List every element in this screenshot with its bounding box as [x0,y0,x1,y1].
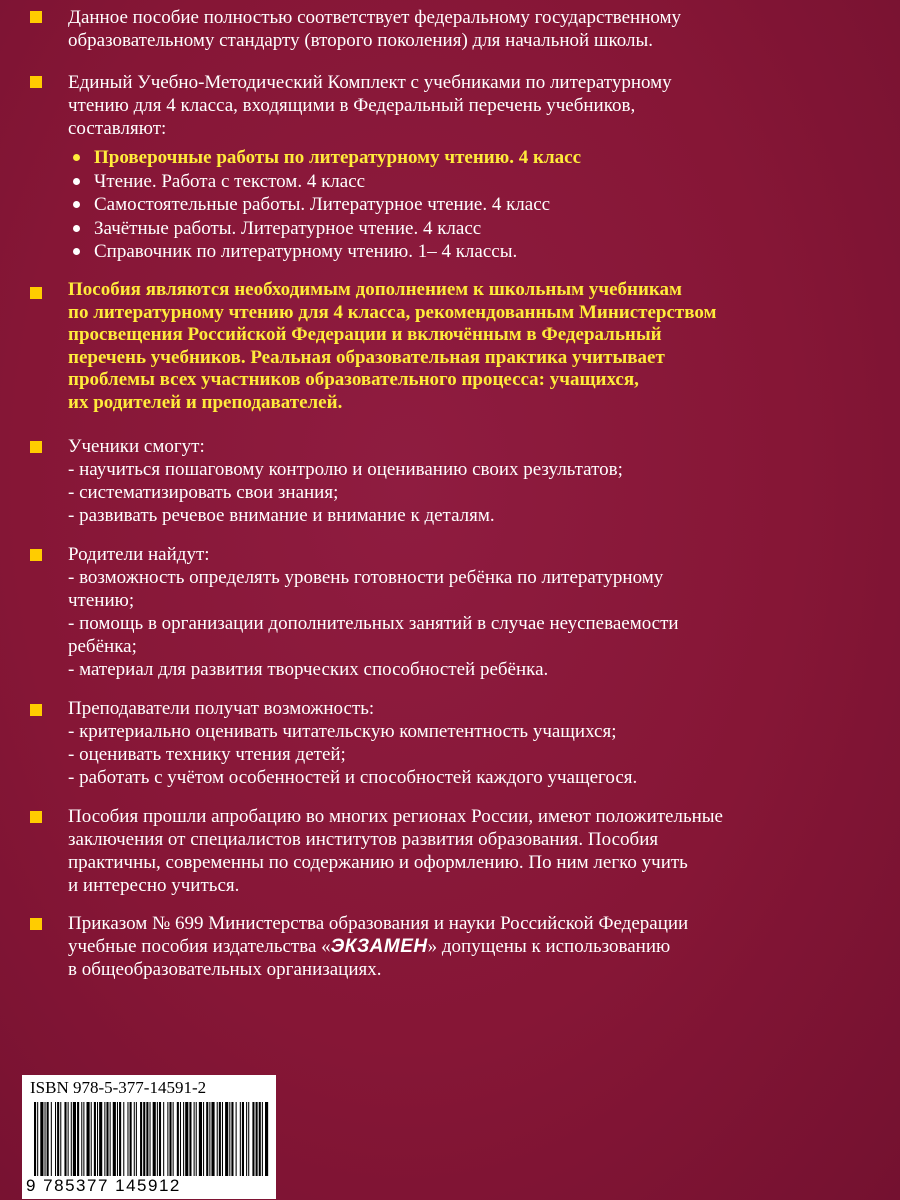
approval-text [68,805,888,897]
book-list-item: Справочник по литературному чтению. 1– 4 классы. [72,240,872,264]
supplement-text [68,279,888,414]
text-line: Пособия прошли апробацию во многих регионах России, имеют положительные [68,806,723,827]
text-line: - помощь в организации дополнительных занятий в случае неуспеваемости [68,613,679,634]
umk-book-list [72,146,872,264]
order-prefix: учебные пособия издательства « [68,936,331,957]
text-line: - развивать речевое внимание и внимание к деталям. [68,505,495,526]
square-bullet-icon [30,811,42,823]
parents-text [68,543,888,681]
teachers-text [68,697,888,789]
text-line: - систематизировать свои знания; [68,482,339,503]
barcode-block [22,1075,276,1199]
square-bullet-icon [30,441,42,453]
text-line: и интересно учиться. [68,875,240,896]
book-list-item: Зачётные работы. Литературное чтение. 4 класс [72,217,872,241]
text-line: их родителей и преподавателей. [68,391,343,413]
square-bullet-icon [30,287,42,299]
text-line: по литературному чтению для 4 класса, рекомендованным Министерством [68,301,717,323]
barcode-icon [32,1102,270,1184]
text-line: - материал для развития творческих способностей ребёнка. [68,659,549,680]
text-line: составляют: [68,118,167,139]
square-bullet-icon [30,11,42,23]
square-bullet-icon [30,549,42,561]
text-line: Пособия являются необходимым дополнением к школьным учебникам [68,279,683,300]
text-line: в общеобразовательных организациях. [68,959,382,980]
text-line: - возможность определять уровень готовности ребёнка по литературному [68,567,664,588]
isbn-label: ISBN 978-5-377-14591-2 [30,1078,207,1097]
text-line: Родители найдут: [68,544,210,565]
square-bullet-icon [30,918,42,930]
text-line [68,935,888,958]
text-line: проблемы всех участников образовательного процесса: учащихся, [68,369,639,390]
barcode-digits: 9 785377 145912 [26,1176,276,1196]
text-line: образовательному стандарту (второго поколения) для начальной школы. [68,30,654,51]
text-line: Ученики смогут: [68,436,205,457]
text-line: - работать с учётом особенностей и способностей каждого учащегося. [68,767,638,788]
text-line: просвещения Российской Федерации и включённым в Федеральный [68,324,662,345]
umk-text [68,71,888,140]
text-line: Данное пособие полностью соответствует федеральному государственному [68,7,682,28]
book-list-item: Чтение. Работа с текстом. 4 класс [72,170,872,194]
order-text [68,912,888,981]
students-text [68,435,888,527]
text-line: заключения от специалистов институтов развития образования. Пособия [68,829,659,850]
square-bullet-icon [30,76,42,88]
text-line: Преподаватели получат возможность: [68,698,375,719]
book-list-item: Проверочные работы по литературному чтению. 4 класс [72,146,872,170]
square-bullet-icon [30,704,42,716]
text-line: чтению для 4 класса, входящими в Федеральный перечень учебников, [68,95,636,116]
intro-text [68,6,888,52]
text-line: ребёнка; [68,636,137,657]
text-line: перечень учебников. Реальная образовательная практика учитывает [68,346,665,368]
book-list-item: Самостоятельные работы. Литературное чтение. 4 класс [72,193,872,217]
publisher-brand: ЭКЗАМЕН [330,936,428,957]
text-line: - оценивать технику чтения детей; [68,744,346,765]
order-suffix: » допущены к использованию [427,936,671,957]
text-line: - научиться пошаговому контролю и оцениванию своих результатов; [68,459,623,480]
text-line: - критериально оценивать читательскую компетентность учащихся; [68,721,617,742]
text-line: Единый Учебно-Методический Комплект с учебниками по литературному [68,72,672,93]
text-line: практичны, современны по содержанию и оформлению. По ним легко учить [68,852,688,873]
text-line: чтению; [68,590,135,611]
text-line: Приказом № 699 Министерства образования и науки Российской Федерации [68,913,689,934]
